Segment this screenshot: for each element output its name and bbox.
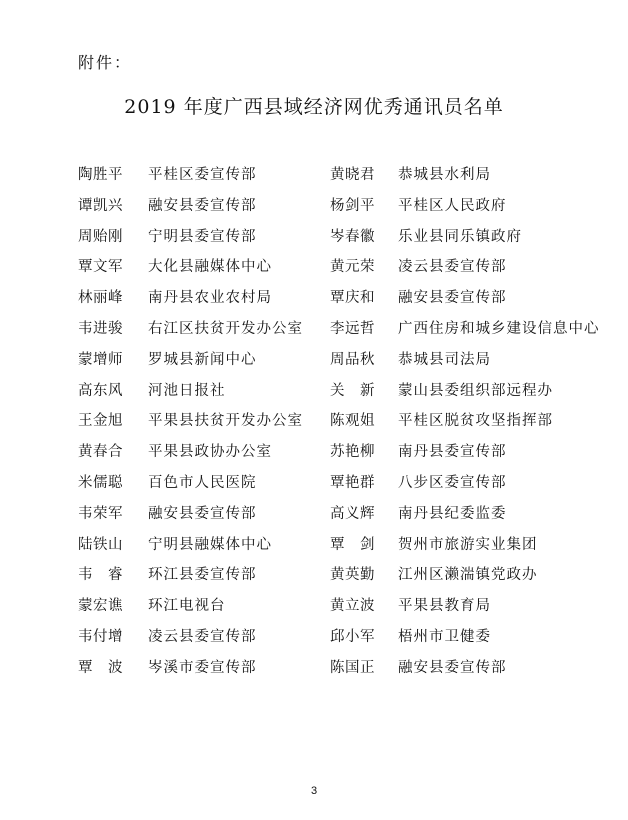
name-right: 黄元荣 <box>330 259 375 276</box>
organization-right: 凌云县委宣传部 <box>398 259 507 276</box>
organization-left: 平桂区委宣传部 <box>148 167 257 183</box>
name-left: 韦付增 <box>78 629 123 645</box>
list-row <box>0 283 628 313</box>
name-right: 黄立波 <box>330 598 375 615</box>
list-row <box>0 222 628 252</box>
organization-left: 右江区扶贫开发办公室 <box>148 321 303 337</box>
name-left: 米儒聪 <box>78 475 123 491</box>
name-left: 韦荣军 <box>78 505 123 522</box>
list-row <box>0 499 628 529</box>
list-row <box>0 591 628 621</box>
organization-right: 蒙山县委组织部远程办 <box>398 382 553 399</box>
name-left: 林丽峰 <box>78 290 123 307</box>
name-right: 杨剑平 <box>330 197 375 214</box>
list-row <box>0 314 628 344</box>
name-right: 黄晓君 <box>330 167 375 183</box>
name-left: 覃文军 <box>78 259 123 276</box>
list-row <box>0 468 628 498</box>
organization-right: 贺州市旅游实业集团 <box>398 536 538 553</box>
name-left: 韦进骏 <box>78 321 123 337</box>
name-right: 覃庆和 <box>330 290 375 307</box>
organization-right: 南丹县纪委监委 <box>398 505 507 522</box>
name-left: 陶胜平 <box>78 167 123 183</box>
document-title: 2019 年度广西县域经济网优秀通讯员名单 <box>124 96 504 118</box>
organization-right: 恭城县水利局 <box>398 167 491 183</box>
organization-right: 平桂区脱贫攻坚指挥部 <box>398 413 553 430</box>
organization-right: 融安县委宣传部 <box>398 290 507 307</box>
list-row <box>0 160 628 190</box>
name-right: 陈观姐 <box>330 413 375 430</box>
organization-left: 大化县融媒体中心 <box>148 259 272 276</box>
name-left: 陆铁山 <box>78 536 123 553</box>
name-left: 谭凯兴 <box>78 197 123 214</box>
organization-left: 百色市人民医院 <box>148 475 257 491</box>
organization-left: 宁明县委宣传部 <box>148 228 257 245</box>
name-right: 岑春徽 <box>330 228 375 245</box>
list-row <box>0 345 628 375</box>
list-row <box>0 406 628 436</box>
name-right: 苏艳柳 <box>330 444 375 461</box>
organization-left: 宁明县融媒体中心 <box>148 536 272 553</box>
organization-left: 凌云县委宣传部 <box>148 629 257 645</box>
list-row <box>0 622 628 652</box>
organization-right: 平果县教育局 <box>398 598 491 615</box>
list-row <box>0 191 628 221</box>
name-left: 韦 睿 <box>78 567 123 584</box>
organization-right: 广西住房和城乡建设信息中心 <box>398 321 600 337</box>
organization-right: 南丹县委宣传部 <box>398 444 507 461</box>
organization-left: 融安县委宣传部 <box>148 505 257 522</box>
name-left: 黄春合 <box>78 444 123 461</box>
name-right: 关 新 <box>330 382 375 399</box>
name-left: 周贻刚 <box>78 228 123 245</box>
organization-right: 江州区濑湍镇党政办 <box>398 567 538 584</box>
list-row <box>0 252 628 282</box>
organization-left: 岑溪市委宣传部 <box>148 659 257 676</box>
organization-right: 融安县委宣传部 <box>398 659 507 676</box>
attachment-label: 附件： <box>78 53 133 72</box>
organization-left: 南丹县农业农村局 <box>148 290 272 307</box>
name-right: 陈国正 <box>330 659 375 676</box>
name-right: 覃 剑 <box>330 536 375 553</box>
organization-right: 恭城县司法局 <box>398 351 491 368</box>
list-row <box>0 437 628 467</box>
organization-left: 环江电视台 <box>148 598 226 615</box>
name-left: 王金旭 <box>78 413 123 430</box>
name-right: 周品秋 <box>330 351 375 368</box>
organization-right: 梧州市卫健委 <box>398 629 491 645</box>
organization-left: 罗城县新闻中心 <box>148 351 257 368</box>
organization-left: 平果县扶贫开发办公室 <box>148 413 303 430</box>
organization-left: 环江县委宣传部 <box>148 567 257 584</box>
name-left: 蒙增师 <box>78 351 123 368</box>
list-row <box>0 560 628 590</box>
name-right: 邱小军 <box>330 629 375 645</box>
organization-left: 融安县委宣传部 <box>148 197 257 214</box>
list-row <box>0 376 628 406</box>
name-right: 覃艳群 <box>330 475 375 491</box>
name-left: 蒙宏谯 <box>78 598 123 615</box>
organization-right: 平桂区人民政府 <box>398 197 507 214</box>
list-row <box>0 530 628 560</box>
name-right: 黄英勤 <box>330 567 375 584</box>
organization-left: 平果县政协办公室 <box>148 444 272 461</box>
organization-left: 河池日报社 <box>148 382 226 399</box>
name-right: 高义辉 <box>330 505 375 522</box>
name-left: 覃 波 <box>78 659 123 676</box>
organization-right: 八步区委宣传部 <box>398 475 507 491</box>
name-right: 李远哲 <box>330 321 375 337</box>
list-row <box>0 653 628 683</box>
organization-right: 乐业县同乐镇政府 <box>398 228 522 245</box>
page-number: 3 <box>310 785 318 797</box>
name-left: 高东风 <box>78 382 123 399</box>
